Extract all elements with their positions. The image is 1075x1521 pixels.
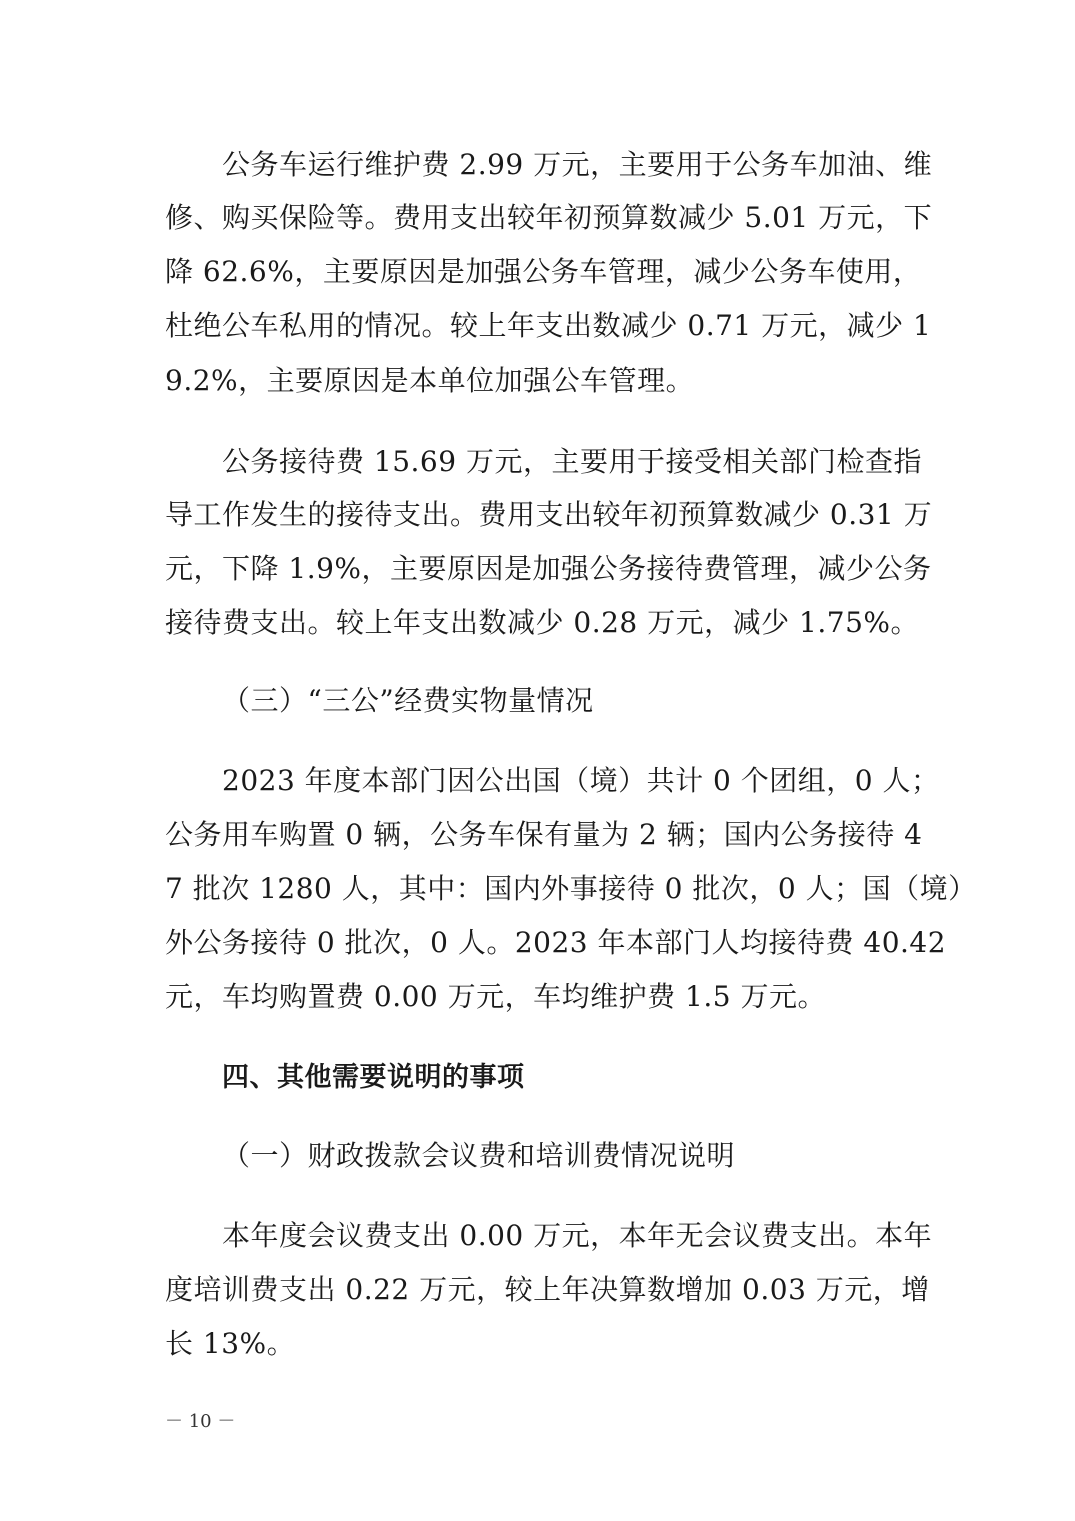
- paragraph-reception-line-1: 公务接待费 15.69 万元，主要用于接受相关部门检查指: [222, 445, 922, 478]
- paragraph-meeting-line-1: 本年度会议费支出 0.00 万元，本年无会议费支出。本年: [222, 1219, 933, 1252]
- subsection-heading-meeting-training: （一）财政拨款会议费和培训费情况说明: [222, 1139, 736, 1172]
- paragraph-vehicle-line-1: 公务车运行维护费 2.99 万元，主要用于公务车加油、维: [222, 148, 933, 181]
- paragraph-reception-line-4: 接待费支出。较上年支出数减少 0.28 万元，减少 1.75%。: [165, 606, 919, 639]
- paragraph-meeting-line-3: 长 13%。: [165, 1327, 296, 1360]
- paragraph-vehicle-line-2: 修、购买保险等。费用支出较年初预算数减少 5.01 万元，下: [165, 201, 933, 234]
- paragraph-reception-line-3: 元，下降 1.9%，主要原因是加强公务接待费管理，减少公务: [165, 552, 932, 585]
- paragraph-meeting-line-2: 度培训费支出 0.22 万元，较上年决算数增加 0.03 万元，增: [165, 1273, 930, 1306]
- paragraph-vehicle-line-5: 9.2%，主要原因是本单位加强公车管理。: [165, 364, 695, 397]
- section-heading-physical-quantity: （三）“三公”经费实物量情况: [222, 684, 594, 717]
- paragraph-quantity-line-3: 7 批次 1280 人，其中：国内外事接待 0 批次，0 人；国（境）: [165, 872, 977, 905]
- section-heading-other-matters: 四、其他需要说明的事项: [222, 1062, 525, 1093]
- paragraph-quantity-line-1: 2023 年度本部门因公出国（境）共计 0 个团组，0 人；: [222, 764, 940, 797]
- paragraph-quantity-line-2: 公务用车购置 0 辆，公务车保有量为 2 辆；国内公务接待 4: [165, 818, 923, 851]
- paragraph-quantity-line-4: 外公务接待 0 批次，0 人。2023 年本部门人均接待费 40.42: [165, 926, 947, 959]
- paragraph-vehicle-line-4: 杜绝公车私用的情况。较上年支出数减少 0.71 万元，减少 1: [165, 309, 932, 342]
- paragraph-vehicle-line-3: 降 62.6%，主要原因是加强公务车管理，减少公务车使用，: [165, 255, 922, 288]
- paragraph-quantity-line-5: 元，车均购置费 0.00 万元，车均维护费 1.5 万元。: [165, 980, 826, 1013]
- page-number: － 10 －: [165, 1411, 236, 1432]
- paragraph-reception-line-2: 导工作发生的接待支出。费用支出较年初预算数减少 0.31 万: [165, 498, 933, 531]
